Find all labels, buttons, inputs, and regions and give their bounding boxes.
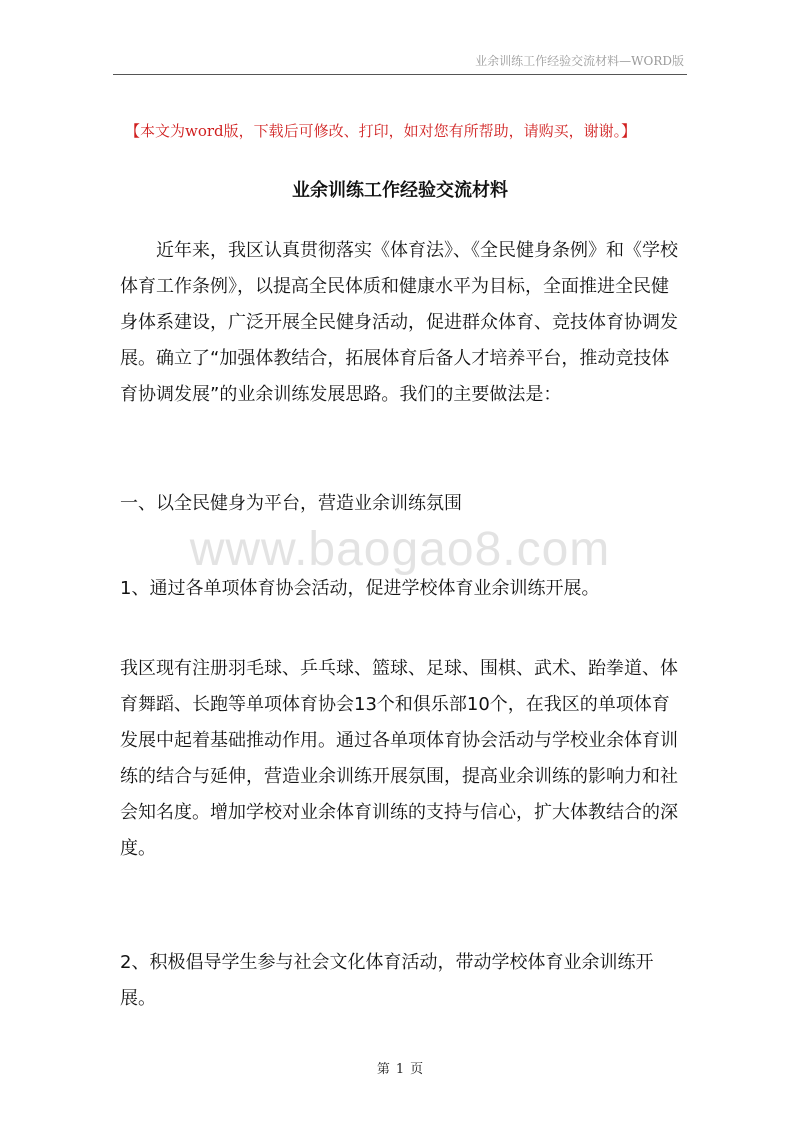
section-heading-1: 一、以全民健身为平台，营造业余训练氛围 — [120, 493, 462, 514]
document-title: 业余训练工作经验交流材料 — [292, 180, 508, 201]
item-heading-2: 2、积极倡导学生参与社会文化体育活动，带动学校体育业余训练开展。 — [120, 952, 654, 1009]
page-suffix: 页 — [410, 1062, 424, 1077]
purchase-notice: 【本文为word版，下载后可修改、打印，如对您有所帮助，请购买，谢谢。】 — [125, 122, 637, 140]
header-divider — [113, 74, 687, 75]
page-number: 1 — [395, 1062, 405, 1077]
watermark-text: www.baogao8.com — [189, 523, 611, 576]
running-header: 业余训练工作经验交流材料—WORD版 — [475, 54, 684, 68]
item-heading-1: 1、通过各单项体育协会活动，促进学校体育业余训练开展。 — [120, 578, 600, 599]
page-prefix: 第 — [376, 1062, 390, 1077]
page-footer — [0, 1058, 800, 1077]
item-paragraph-1: 我区现有注册羽毛球、乒乓球、篮球、足球、围棋、武术、跆拳道、体育舞蹈、长跑等单项体育协会13个和俱乐部10个，在我区的单项体育发展中起着基础推动作用。通过各单项体育协会活动与学校业余体育训练的结合与延伸，营造业余训练开展氛围，提高业余训练的影响力和社会知名度。增加学校对业余体育训练的支持与信心，扩大体教结合的深度。 — [120, 658, 678, 859]
intro-paragraph: 近年来，我区认真贯彻落实《体育法》、《全民健身条例》和《学校体育工作条例》，以提高全民体质和健康水平为目标，全面推进全民健身体系建设，广泛开展全民健身活动，促进群众体育、竞技体育协调发展。确立了“加强体教结合，拓展体育后备人才培养平台，推动竞技体育协调发展”的业余训练发展思路。我们的主要做法是： — [120, 240, 678, 405]
